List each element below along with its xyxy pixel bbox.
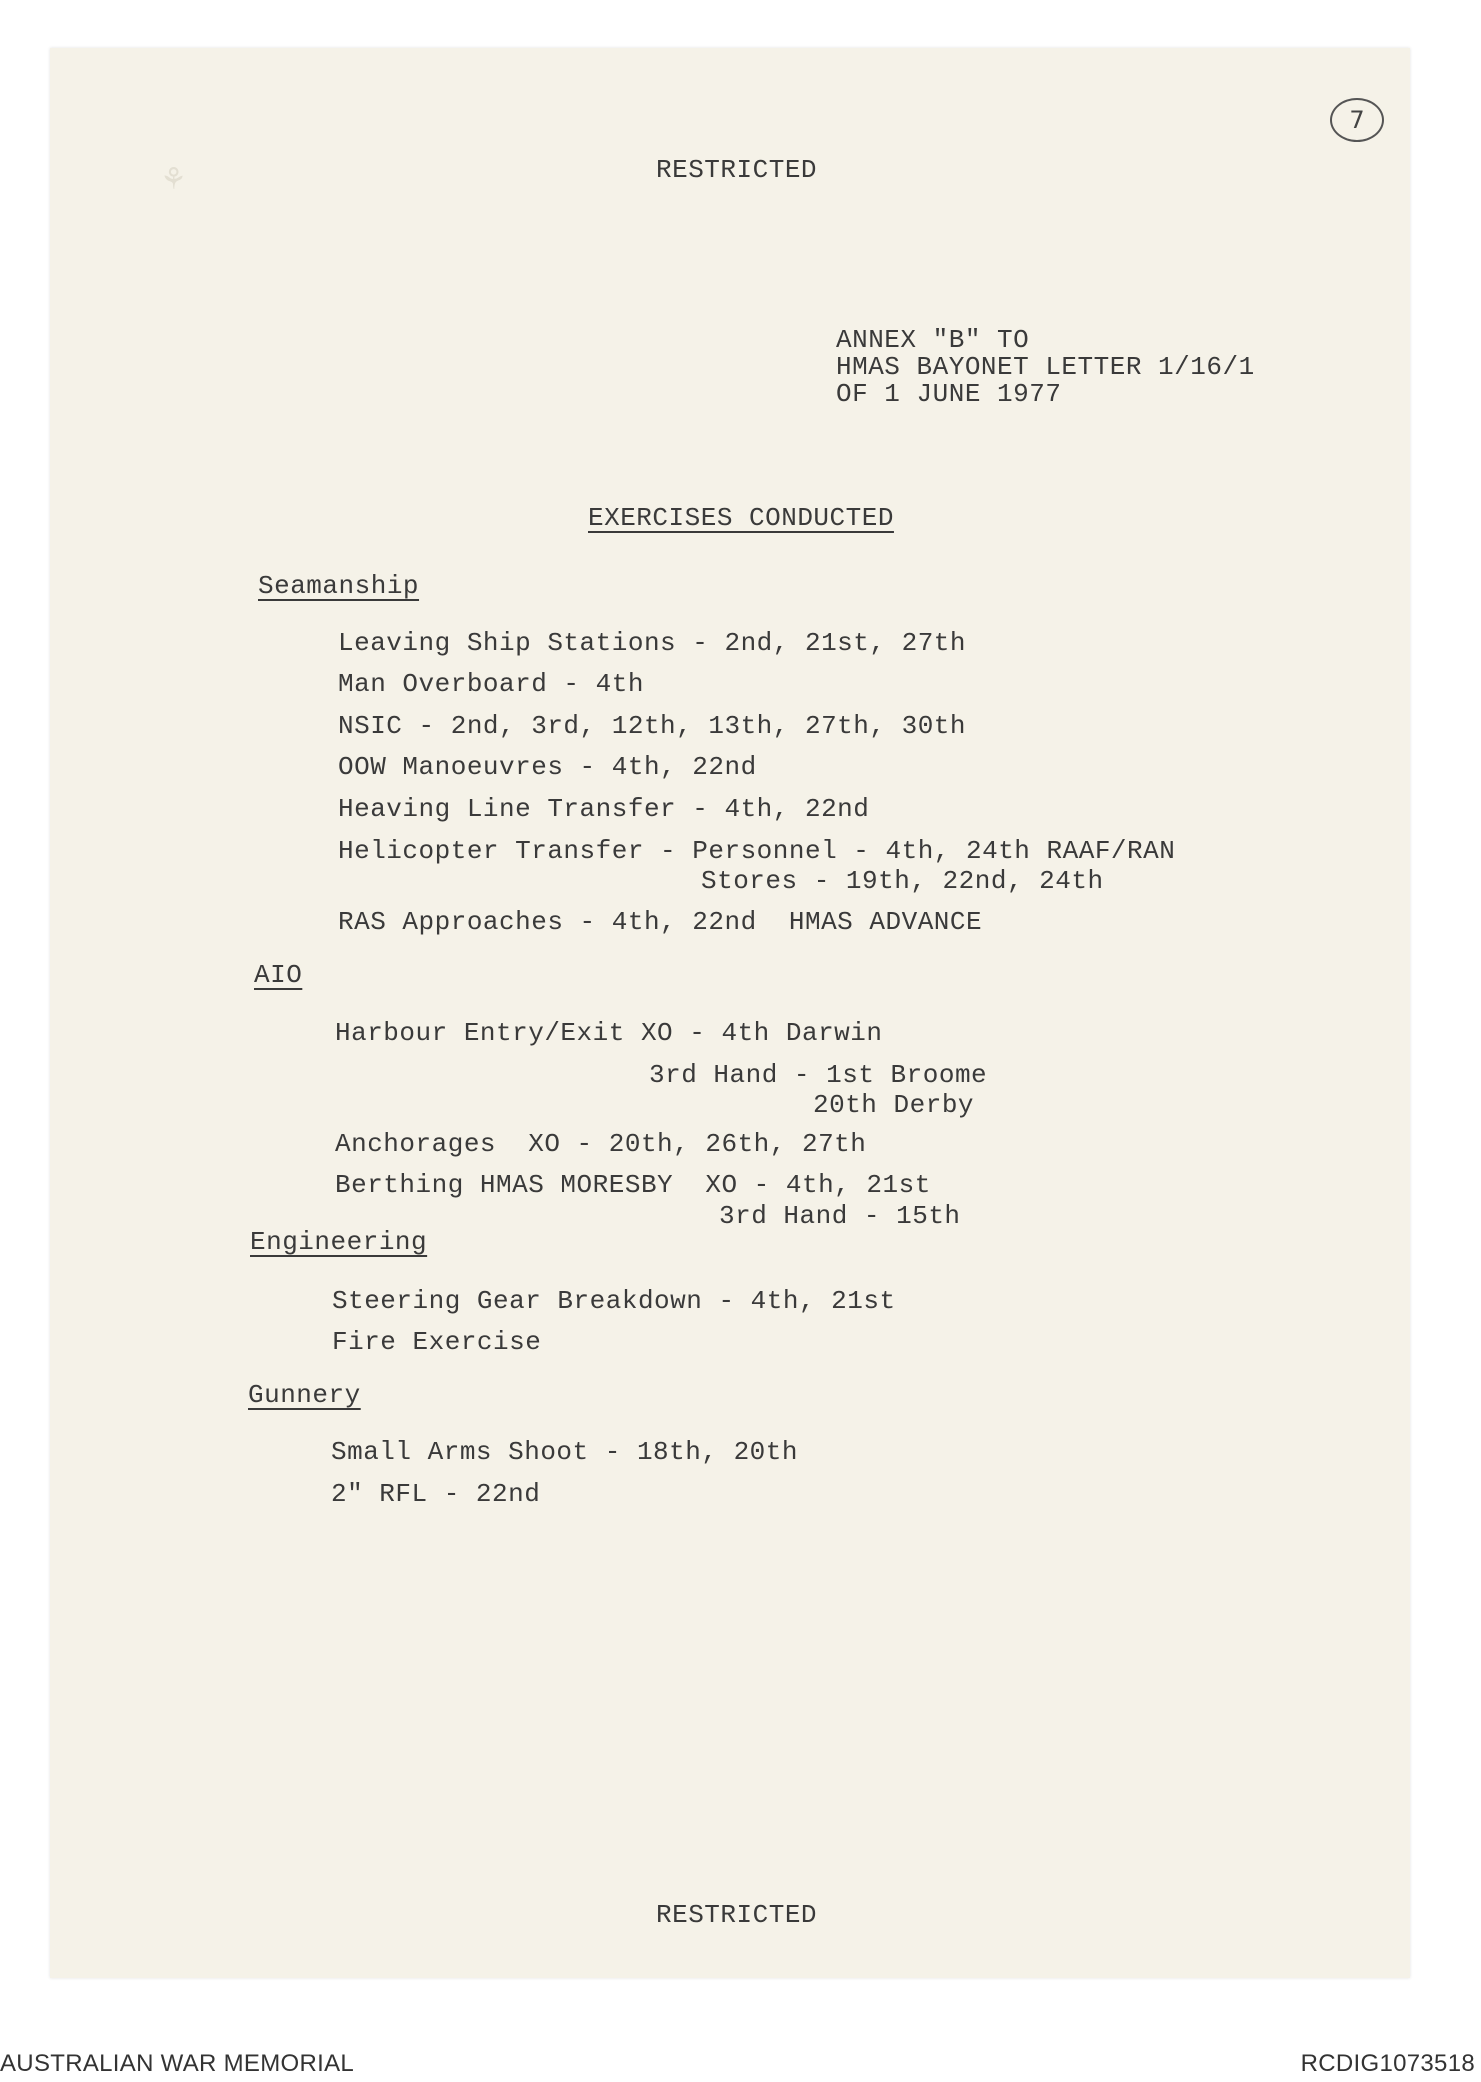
section-heading: AIO [254, 960, 303, 990]
document-page [50, 48, 1410, 1978]
list-item-continuation: 3rd Hand - 1st Broome [649, 1060, 988, 1090]
section-heading: Seamanship [258, 571, 420, 601]
list-item: RAS Approaches - 4th, 22nd HMAS ADVANCE [338, 907, 983, 937]
document-title: EXERCISES CONDUCTED [588, 503, 894, 533]
list-item: Leaving Ship Stations - 2nd, 21st, 27th [338, 628, 966, 658]
list-item-continuation: 20th Derby [813, 1090, 975, 1120]
reference-line: ANNEX "B" TO [836, 325, 1030, 355]
list-item: Anchorages XO - 20th, 26th, 27th [335, 1129, 867, 1159]
list-item: Man Overboard - 4th [338, 669, 644, 699]
classification-bottom: RESTRICTED [656, 1900, 818, 1930]
list-item: Berthing HMAS MORESBY XO - 4th, 21st [335, 1170, 931, 1200]
footer-reference-id: RCDIG1073518 [1300, 2050, 1475, 2077]
list-item: OOW Manoeuvres - 4th, 22nd [338, 752, 757, 782]
list-item: Steering Gear Breakdown - 4th, 21st [332, 1286, 896, 1316]
reference-line: OF 1 JUNE 1977 [836, 379, 1062, 409]
list-item: Helicopter Transfer - Personnel - 4th, 24th RAAF/RAN [338, 836, 1176, 866]
list-item: Small Arms Shoot - 18th, 20th [331, 1437, 798, 1467]
list-item: Heaving Line Transfer - 4th, 22nd [338, 794, 870, 824]
section-heading: Gunnery [248, 1380, 361, 1410]
list-item: NSIC - 2nd, 3rd, 12th, 13th, 27th, 30th [338, 711, 966, 741]
footer-source: AUSTRALIAN WAR MEMORIAL [0, 2050, 355, 2077]
embossed-crest-icon: ⚘ [160, 162, 187, 197]
list-item: Fire Exercise [332, 1327, 542, 1357]
reference-line: HMAS BAYONET LETTER 1/16/1 [836, 352, 1255, 382]
list-item: Harbour Entry/Exit XO - 4th Darwin [335, 1018, 883, 1048]
classification-top: RESTRICTED [656, 155, 818, 185]
list-item-continuation: 3rd Hand - 15th [719, 1201, 961, 1231]
section-heading: Engineering [250, 1227, 428, 1257]
list-item-continuation: Stores - 19th, 22nd, 24th [701, 866, 1104, 896]
list-item: 2" RFL - 22nd [331, 1479, 541, 1509]
page-number: 7 [1330, 98, 1384, 142]
